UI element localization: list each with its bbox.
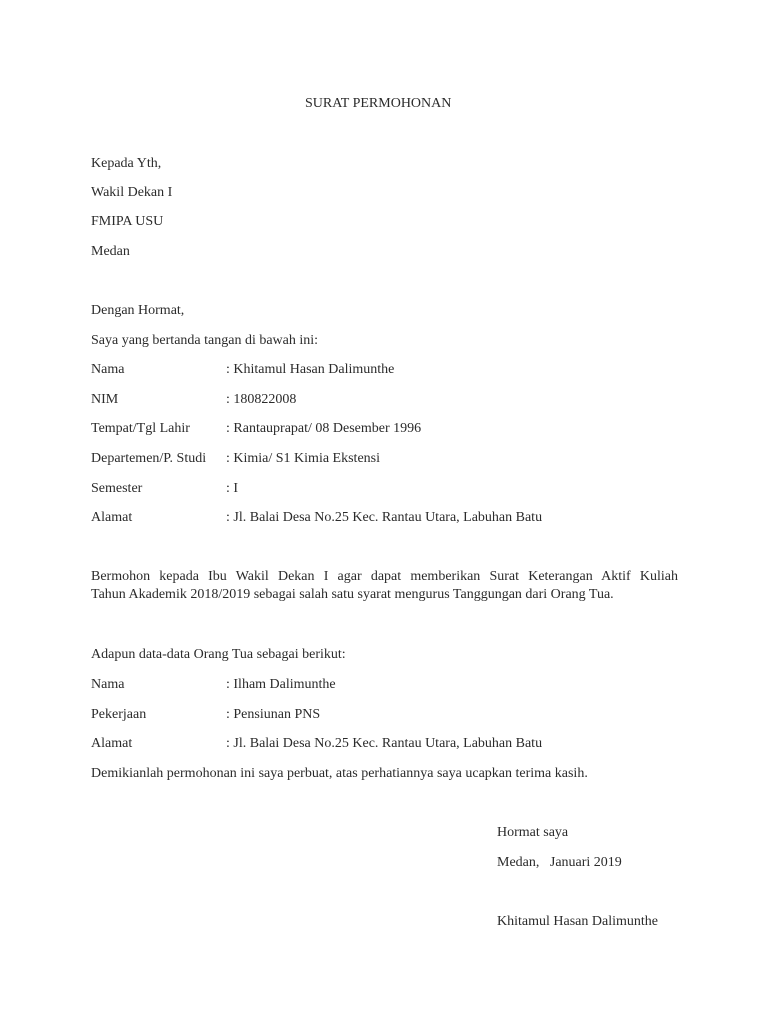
signature-place-date: Medan, Januari 2019 xyxy=(497,855,622,870)
closing-sentence: Demikianlah permohonan ini saya perbuat, atas perhatiannya saya ucapkan terima kasih. xyxy=(91,766,588,781)
applicant-department-value: : Kimia/ S1 Kimia Ekstensi xyxy=(226,451,380,466)
applicant-address-label: Alamat xyxy=(91,510,133,525)
applicant-name-label: Nama xyxy=(91,362,125,377)
applicant-department-label: Departemen/P. Studi xyxy=(91,451,207,466)
applicant-name-value: : Khitamul Hasan Dalimunthe xyxy=(226,362,395,377)
recipient-line-4: Medan xyxy=(91,244,130,259)
signature-name: Khitamul Hasan Dalimunthe xyxy=(497,914,658,929)
request-paragraph-line-2: Tahun Akademik 2018/2019 sebagai salah satu syarat mengurus Tanggungan dari Orang Tua. xyxy=(91,587,614,602)
parents-intro: Adapun data-data Orang Tua sebagai berikut: xyxy=(91,647,346,662)
parent-address-label: Alamat xyxy=(91,736,133,751)
parent-name-label: Nama xyxy=(91,677,125,692)
applicant-nim-value: : 180822008 xyxy=(226,392,297,407)
applicant-semester-label: Semester xyxy=(91,481,143,496)
applicant-semester-value: : I xyxy=(226,481,239,496)
parent-address-value: : Jl. Balai Desa No.25 Kec. Rantau Utara, Labuhan Batu xyxy=(226,736,543,751)
applicant-address-value: : Jl. Balai Desa No.25 Kec. Rantau Utara, Labuhan Batu xyxy=(226,510,543,525)
letter-title: SURAT PERMOHONAN xyxy=(305,96,452,111)
parent-occupation-label: Pekerjaan xyxy=(91,707,147,722)
recipient-line-1: Kepada Yth, xyxy=(91,156,162,171)
parent-name-value: : Ilham Dalimunthe xyxy=(226,677,336,692)
recipient-line-2: Wakil Dekan I xyxy=(91,185,173,200)
applicant-nim-label: NIM xyxy=(91,392,119,407)
intro-text: Saya yang bertanda tangan di bawah ini: xyxy=(91,333,319,348)
greeting: Dengan Hormat, xyxy=(91,303,185,318)
request-paragraph-line-1: Bermohon kepada Ibu Wakil Dekan I agar dapat memberikan Surat Keterangan Aktif Kuliah xyxy=(91,569,678,584)
parent-occupation-value: : Pensiunan PNS xyxy=(226,707,321,722)
applicant-birth-value: : Rantauprapat/ 08 Desember 1996 xyxy=(226,421,422,436)
recipient-line-3: FMIPA USU xyxy=(91,214,164,229)
applicant-birth-label: Tempat/Tgl Lahir xyxy=(91,421,190,436)
signature-salutation: Hormat saya xyxy=(497,825,569,840)
